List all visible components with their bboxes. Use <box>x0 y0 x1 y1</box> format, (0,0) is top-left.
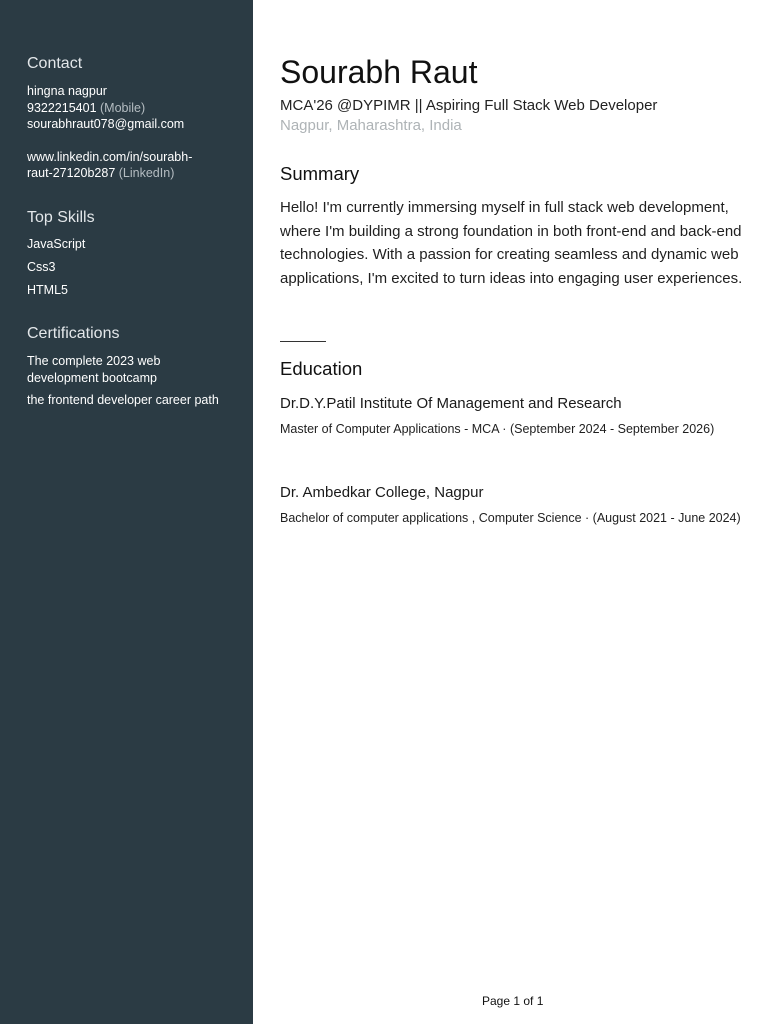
page-number: Page 1 of 1 <box>482 994 544 1008</box>
certification-line: development bootcamp <box>27 370 157 385</box>
contact-heading: Contact <box>27 55 83 72</box>
contact-linkedin-label: (LinkedIn) <box>118 166 175 180</box>
education-entry <box>280 484 750 530</box>
location: Nagpur, Maharashtra, India <box>280 117 462 134</box>
education-entry <box>280 395 750 441</box>
education-detail: Master of Computer Applications - MCA · (September 2024 - September 2026) <box>280 422 715 436</box>
skills-heading: Top Skills <box>27 209 95 226</box>
page-title: Sourabh Raut <box>280 54 478 90</box>
certifications-section <box>27 325 242 415</box>
contact-address: hingna nagpur <box>27 84 107 98</box>
education-school: Dr. Ambedkar College, Nagpur <box>280 484 484 501</box>
summary-heading: Summary <box>280 163 360 184</box>
section-divider <box>280 341 326 342</box>
linkedin-line1[interactable]: www.linkedin.com/in/sourabh- <box>27 149 193 164</box>
headline: MCA'26 @DYPIMR || Aspiring Full Stack Web Developer <box>280 97 658 114</box>
contact-phone-label: (Mobile) <box>100 100 146 115</box>
linkedin-line2[interactable]: raut-27120b287 <box>27 166 116 180</box>
contact-phone-row <box>27 100 242 117</box>
certification-item <box>27 353 242 386</box>
education-detail: Bachelor of computer applications , Computer Science · (August 2021 - June 2024) <box>280 511 741 525</box>
skill-item: Css3 <box>27 260 56 274</box>
education-school: Dr.D.Y.Patil Institute Of Management and Research <box>280 395 622 412</box>
certifications-heading: Certifications <box>27 325 120 342</box>
contact-linkedin-url[interactable] <box>27 149 242 182</box>
skills-section <box>27 209 242 305</box>
skill-item: HTML5 <box>27 283 68 297</box>
certification-item: the frontend developer career path <box>27 393 219 407</box>
certification-line: The complete 2023 web <box>27 354 161 368</box>
contact-phone: 9322215401 <box>27 100 97 115</box>
education-heading: Education <box>280 358 363 379</box>
contact-section <box>27 55 242 182</box>
summary-text: Hello! I'm currently immersing myself in full stack web development, where I'm building a strong foundation in both front-end and back-end technologies. With a passion for creating seamless and dynamic web applications, I'm excited to turn ideas into engaging user experiences. <box>280 199 743 287</box>
skill-item: JavaScript <box>27 237 86 251</box>
sidebar <box>0 0 253 1024</box>
contact-email[interactable]: sourabhraut078@gmail.com <box>27 117 185 131</box>
